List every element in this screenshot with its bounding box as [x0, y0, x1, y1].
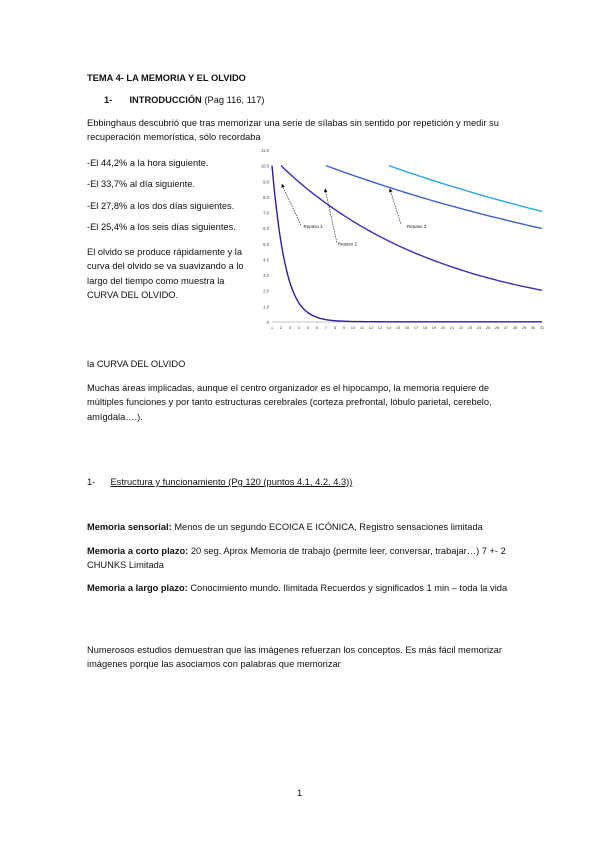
x-tick-label: 5	[306, 325, 310, 330]
retention-item: -El 27,8% a los dos días siguientes.	[87, 200, 235, 211]
y-tick-label: 8.0	[263, 194, 269, 200]
x-tick-label: 31	[539, 325, 545, 330]
curva-heading: la CURVA DEL OLVIDO	[87, 359, 186, 369]
repaso-arrow-3	[390, 189, 401, 223]
x-tick-label: 13	[377, 325, 383, 330]
y-tick-label: 1.0	[263, 304, 269, 310]
curva-paragraph: Muchas áreas implicadas, aunque el centro organizador es el hipocampo, la memoria requiere de múltiples funciones y por tanto estructuras cerebrales (corteza prefrontal, lóbulo parietal, cerebelo, amígdala….).	[87, 383, 492, 422]
y-tick-label: 6.0	[263, 226, 269, 232]
repaso-label-3: Repaso 3	[407, 224, 427, 230]
retention-item: -El 25,4% a los seis días siguientes.	[87, 222, 236, 233]
y-tick-label: 4.0	[263, 257, 269, 263]
x-tick-label: 20	[440, 325, 446, 330]
x-tick-label: 6	[315, 325, 319, 330]
x-tick-label: 29	[521, 325, 527, 330]
x-tick-label: 3	[288, 325, 292, 330]
x-tick-label: 14	[386, 325, 392, 330]
retention-item: -El 44,2% a la hora siguiente.	[87, 158, 209, 168]
x-tick-label: 15	[395, 325, 401, 330]
page-title: TEMA 4- LA MEMORIA Y EL OLVIDO	[87, 73, 246, 83]
x-tick-label: 30	[530, 325, 536, 330]
intro-title: INTRODUCCIÓN	[129, 95, 202, 105]
x-tick-label: 7	[324, 325, 328, 330]
x-tick-label: 1	[270, 325, 274, 330]
y-tick-label: 0	[266, 320, 269, 325]
x-tick-label: 27	[503, 325, 509, 330]
y-tick-label: 9.0	[263, 179, 269, 185]
retention-list	[87, 156, 257, 242]
x-tick-label: 10	[350, 325, 356, 330]
memory-corto-label: Memoria a corto plazo:	[87, 546, 189, 556]
x-tick-label: 19	[431, 325, 437, 330]
x-tick-label: 11	[359, 325, 365, 330]
x-tick-label: 25	[485, 325, 491, 330]
memory-corto	[87, 544, 517, 573]
memory-corto-text: 20 seg. Aprox Memoria de trabajo (permite leer, conversar, trabajar…) 7 +- 2 CHUNKS Limitada	[87, 546, 506, 571]
series-line-3	[326, 166, 542, 229]
x-tick-label: 21	[449, 325, 455, 330]
closing-paragraph: Numerosos estudios demuestran que las imágenes refuerzan los conceptos. Es más fácil memorizar imágenes porque las asociamos con palabras que memorizar	[87, 645, 502, 670]
memory-largo-label: Memoria a largo plazo:	[87, 583, 188, 593]
series-line-1	[272, 166, 542, 322]
repaso-label-2: Repaso 2	[337, 241, 357, 247]
memory-sensorial	[87, 520, 517, 534]
y-tick-label: 7.0	[263, 210, 269, 216]
structure-heading	[87, 475, 352, 489]
retention-item: -El 33,7% al día siguiente.	[87, 179, 196, 190]
y-tick-label: 2.0	[263, 288, 269, 294]
x-tick-label: 28	[512, 325, 518, 330]
curve-description: El olvido se produce rápidamente y la curva del olvido se va suavizando a lo largo del tiempo como muestra la CURVA DEL OLVIDO.	[87, 247, 244, 301]
y-tick-label: 3.0	[263, 273, 269, 279]
repaso-label-1: Repaso 1	[303, 224, 323, 230]
structure-title: Estructura y funcionamiento (Pg 120 (puntos 4.1, 4.2, 4.3))	[110, 477, 353, 487]
repaso-arrow-1	[282, 184, 301, 225]
x-tick-label: 23	[467, 325, 473, 330]
x-tick-label: 26	[494, 325, 500, 330]
page-number: 1	[297, 788, 303, 798]
memory-largo-text: Conocimiento mundo. Ilimitada Recuerdos y significados 1 min – toda la vida	[187, 583, 508, 593]
memory-sensorial-label: Memoria sensorial:	[87, 522, 172, 532]
repaso-arrow-2	[325, 189, 337, 242]
x-tick-label: 17	[413, 325, 419, 330]
x-tick-label: 4	[297, 325, 301, 330]
series-line-4	[389, 166, 542, 212]
intro-number: 1-	[104, 95, 113, 105]
x-tick-label: 12	[368, 325, 374, 330]
intro-heading	[104, 93, 265, 107]
y-tick-label: 11.0	[261, 148, 269, 153]
x-tick-label: 22	[458, 325, 464, 330]
x-tick-label: 18	[422, 325, 428, 330]
memory-sensorial-text: Menos de un segundo ECOICA E ICÓNICA, Registro sensaciones limitada	[171, 522, 483, 532]
x-tick-label: 9	[342, 325, 346, 330]
memory-largo	[87, 581, 517, 595]
x-tick-label: 16	[404, 325, 410, 330]
intro-pages: (Pag 116, 117)	[204, 95, 265, 105]
structure-number: 1-	[87, 477, 96, 487]
y-tick-label: 10.0	[260, 163, 269, 169]
intro-paragraph: Ebbinghaus descubrió que tras memorizar una serie de sílabas sin sentido por repetición y medir su recuperación memorística, sólo recordaba	[87, 118, 499, 143]
y-tick-label: 5.0	[263, 241, 269, 247]
x-tick-label: 24	[476, 325, 482, 330]
x-tick-label: 2	[279, 325, 283, 330]
forgetting-curve-chart	[256, 146, 546, 336]
x-tick-label: 8	[333, 325, 337, 330]
